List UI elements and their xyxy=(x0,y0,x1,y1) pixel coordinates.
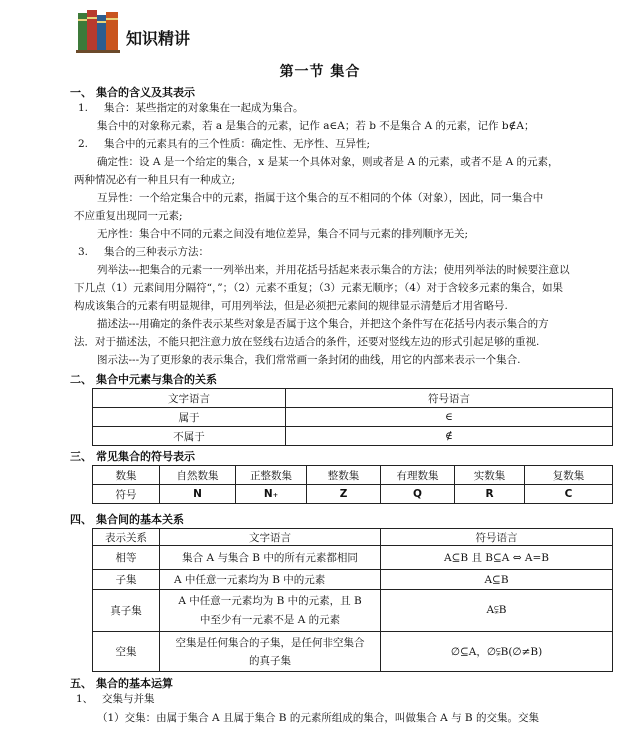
table-cell: A⊆B 且 B⊆A ⇔ A=B xyxy=(381,546,613,570)
table-header: 文字语言 xyxy=(93,389,286,408)
table-cell: 数集 xyxy=(93,466,160,485)
books-icon xyxy=(76,7,122,53)
table-cell: 真子集 xyxy=(93,590,160,632)
table-cell: N₊ xyxy=(236,485,307,504)
paragraph: 法．对于描述法，不能只把注意力放在竖线右边适合的条件，还要对竖线左边的形式引起足够的重视. xyxy=(74,336,540,348)
set-relations-table xyxy=(92,528,613,672)
table-cell: A⊆B xyxy=(381,570,613,590)
paragraph: 下几点（1）元素间用分隔符“，”；（2）元素不重复；（3）元素无顺序；（4）对于含较多元素的集合，如果 xyxy=(74,282,563,294)
table-cell: ∈ xyxy=(286,408,613,427)
table-cell: 有理数集 xyxy=(381,466,455,485)
table-cell: A 中任意一元素均为 B 中的元素，且 B 中至少有一元素不是 A 的元素 xyxy=(160,590,381,632)
table-cell: 集合 A 与集合 B 中的所有元素都相同 xyxy=(160,546,381,570)
table-cell: 不属于 xyxy=(93,427,286,446)
table-cell: 复数集 xyxy=(525,466,613,485)
section-title: 第一节 集合 xyxy=(279,64,361,80)
paragraph: 确定性：设 A 是一个给定的集合，x 是某一个具体对象，则或者是 A 的元素，或者不是 A 的元素， xyxy=(97,156,559,168)
table-header: 符号语言 xyxy=(381,529,613,546)
table-cell: ∉ xyxy=(286,427,613,446)
table-cell: N xyxy=(160,485,236,504)
table-cell: C xyxy=(525,485,613,504)
table-cell: Q xyxy=(381,485,455,504)
paragraph: 不应重复出现同一元素; xyxy=(74,210,183,222)
paragraph: 2. 集合中的元素具有的三个性质：确定性、无序性、互异性; xyxy=(78,138,371,150)
table-cell: ∅⊆A，∅⫋B(∅≠B) xyxy=(381,632,613,672)
paragraph: 两种情况必有一种且只有一种成立; xyxy=(74,174,236,186)
heading-4: 四、 集合间的基本关系 xyxy=(70,513,184,526)
paragraph: 3. 集合的三种表示方法： xyxy=(78,246,209,258)
knowledge-title: 知识精讲 xyxy=(126,29,191,48)
table-cell: 正整数集 xyxy=(236,466,307,485)
table-cell: Z xyxy=(307,485,381,504)
paragraph: 无序性：集合中不同的元素之间没有地位差异，集合不同与元素的排列顺序无关; xyxy=(97,228,469,240)
number-sets-table xyxy=(92,465,613,504)
table-cell: 整数集 xyxy=(307,466,381,485)
table-cell: 实数集 xyxy=(455,466,525,485)
table-header: 表示关系 xyxy=(93,529,160,546)
table-cell: 属于 xyxy=(93,408,286,427)
membership-table xyxy=(92,388,613,446)
table-cell: 空集是任何集合的子集，是任何非空集合 的真子集 xyxy=(160,632,381,672)
table-cell: 空集 xyxy=(93,632,160,672)
paragraph: 图示法---为了更形象的表示集合，我们常常画一条封闭的曲线，用它的内部来表示一个集合. xyxy=(97,354,521,366)
heading-3: 三、 常见集合的符号表示 xyxy=(70,450,195,463)
table-cell: A⫋B xyxy=(381,590,613,632)
heading-5: 五、 集合的基本运算 xyxy=(70,677,173,690)
table-header: 文字语言 xyxy=(160,529,381,546)
table-header: 符号语言 xyxy=(286,389,613,408)
paragraph: 1、 交集与并集 xyxy=(76,693,155,705)
paragraph: （1）交集：由属于集合 A 且属于集合 B 的元素所组成的集合，叫做集合 A 与 B 的交集。交集 xyxy=(97,712,539,724)
paragraph: 列举法---把集合的元素一一列举出来，并用花括号括起来表示集合的方法；使用列举法的时候要注意以 xyxy=(97,264,570,276)
heading-2: 二、 集合中元素与集合的关系 xyxy=(70,373,217,386)
paragraph: 1. 集合：某些指定的对象集在一起成为集合。 xyxy=(78,102,304,114)
heading-1: 一、 集合的含义及其表示 xyxy=(70,86,195,99)
paragraph: 描述法---用确定的条件表示某些对象是否属于这个集合，并把这个条件写在花括号内表示集合的方 xyxy=(97,318,549,330)
table-cell: 子集 xyxy=(93,570,160,590)
paragraph: 构成该集合的元素有明显规律，可用列举法，但是必须把元素间的规律显示清楚后才用省略号. xyxy=(74,300,508,312)
paragraph: 集合中的对象称元素，若 a 是集合的元素，记作 a∈A；若 b 不是集合 A 的元素，记作 b∉A； xyxy=(97,120,535,132)
table-cell: R xyxy=(455,485,525,504)
table-cell: A 中任意一元素均为 B 中的元素 xyxy=(160,570,381,590)
table-cell: 相等 xyxy=(93,546,160,570)
paragraph: 互异性：一个给定集合中的元素，指属于这个集合的互不相同的个体（对象），因此，同一集合中 xyxy=(97,192,544,204)
table-cell: 自然数集 xyxy=(160,466,236,485)
table-cell: 符号 xyxy=(93,485,160,504)
